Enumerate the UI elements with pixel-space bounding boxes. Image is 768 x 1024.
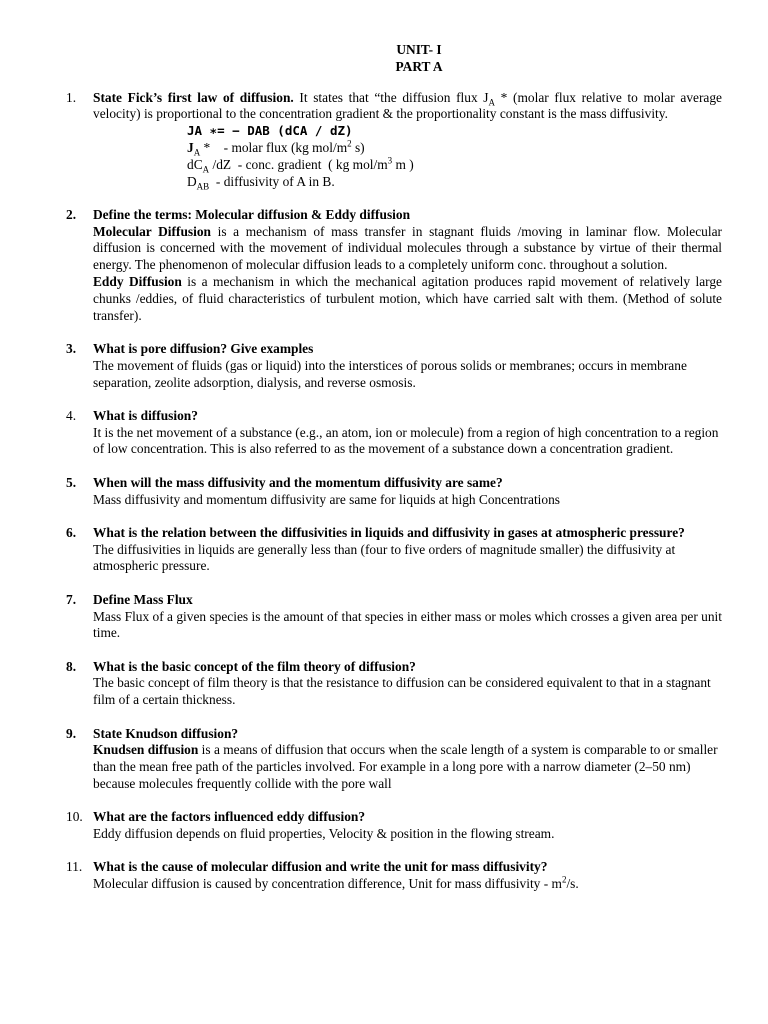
fick-equation: JA ∗= − DAB (dCA / dZ) <box>187 123 353 139</box>
question-list <box>46 90 722 893</box>
question-number: 2. <box>66 206 77 222</box>
question-answer: Knudsen diffusion is a means of diffusion that occurs when the scale length of a system is comparable to or smaller than the mean free path of the particles involved. For example in a long pore with a narrow diameter (2–50 nm) because molecules frequently collide with the pore wall <box>93 742 718 791</box>
question-title: What is pore diffusion? Give examples <box>93 340 314 356</box>
question-number: 1. <box>66 89 77 105</box>
formula-definition: $dC_A$ /dZ - conc. gradient ( kg mol/$m^3$ m ) <box>187 155 414 175</box>
question-answer: The diffusivities in liquids are generally less than (four to five orders of magnitude smaller) the diffusivity at atmospheric pressure. <box>93 541 676 574</box>
question-item <box>46 809 722 843</box>
formula-definition: $D_{AB}$ - diffusivity of A in B. <box>187 173 335 192</box>
question-item <box>46 659 722 709</box>
question-title: What is diffusion? <box>93 407 198 423</box>
question-item <box>46 408 722 458</box>
question-number: 5. <box>66 474 77 490</box>
fick-formula-block <box>187 123 722 190</box>
question-answer: The movement of fluids (gas or liquid) into the interstices of porous solids or membranes; occurs in membrane separation, zeolite adsorption, dialysis, and reverse osmosis. <box>93 357 687 390</box>
question-title: When will the mass diffusivity and the momentum diffusivity are same? <box>93 474 503 490</box>
question-number: 10. <box>66 809 83 825</box>
question-title: What are the factors influenced eddy diffusion? <box>93 809 366 825</box>
question-number: 7. <box>66 591 77 607</box>
question-title: Define Mass Flux <box>93 591 193 607</box>
part-heading: PART A <box>395 58 443 74</box>
question-answer: Mass diffusivity and momentum diffusivity are same for liquids at high Concentrations <box>93 491 560 507</box>
term-molecular-diffusion: Molecular Diffusion <box>93 223 211 239</box>
question-item <box>46 341 722 391</box>
question-item <box>46 525 722 575</box>
question-item <box>46 207 722 325</box>
question-title: What is the relation between the diffusivities in liquids and diffusivity in gases at atmospheric pressure? <box>93 524 685 540</box>
document-header <box>116 42 722 76</box>
question-number: 11. <box>66 859 83 875</box>
question-answer: State Fick’s first law of diffusion. It states that “the diffusion flux $J_A$ * (molar flux relative to molar average velocity) is proportional to the concentration gradient & the proportionality constant is the mass diffusivity. <box>93 89 722 122</box>
question-title: Define the terms: Molecular diffusion & Eddy diffusion <box>93 206 411 222</box>
question-number: 3. <box>66 340 77 356</box>
question-number: 6. <box>66 524 77 540</box>
question-item <box>46 90 722 191</box>
question-answer: Eddy Diffusion is a mechanism in which the mechanical agitation produces rapid movement of relatively large chunks /eddies, of fluid characteristics of turbulent motion, which have carried salt with them. (Method of solute transfer). <box>93 274 722 323</box>
question-answer: Eddy diffusion depends on fluid properties, Velocity & position in the flowing stream. <box>93 825 555 841</box>
question-answer: Mass Flux of a given species is the amount of that species in either mass or moles which crosses a given area per unit time. <box>93 608 722 641</box>
question-title: What is the basic concept of the film theory of diffusion? <box>93 658 416 674</box>
formula-definition: $J_A$ * - molar flux (kg mol/$m^2$ s) <box>187 138 365 158</box>
question-title: State Knudson diffusion? <box>93 725 239 741</box>
question-item <box>46 592 722 642</box>
question-answer: The basic concept of film theory is that the resistance to diffusion can be considered equivalent to that in a stagnant film of a certain thickness. <box>93 675 711 708</box>
question-number: 4. <box>66 407 77 423</box>
question-item <box>46 475 722 509</box>
question-answer: Molecular diffusion is caused by concentration difference, Unit for mass diffusivity - $m^2/s$. <box>93 874 579 892</box>
question-number: 9. <box>66 725 77 741</box>
question-item <box>46 859 722 893</box>
question-answer: Molecular Diffusion is a mechanism of mass transfer in stagnant fluids /moving in laminar flow. Molecular diffusion is concerned with the movement of individual molecules through a substance by virtue of their thermal energy. The phenomenon of molecular diffusion leads to a completely uniform conc. throughout a solution. <box>93 223 722 273</box>
term-knudsen-diffusion: Knudsen diffusion <box>93 742 199 758</box>
unit-heading: UNIT- I <box>396 42 442 57</box>
question-item <box>46 726 722 793</box>
question-number: 8. <box>66 658 77 674</box>
question-title: State Fick’s first law of diffusion. <box>93 89 294 105</box>
term-eddy-diffusion: Eddy Diffusion <box>93 274 182 290</box>
question-title: What is the cause of molecular diffusion and write the unit for mass diffusivity? <box>93 859 548 875</box>
question-answer: It is the net movement of a substance (e.g., an atom, ion or molecule) from a region of high concentration to a region of low concentration. This is also referred to as the movement of a substance down a concentration gradient. <box>93 424 719 457</box>
